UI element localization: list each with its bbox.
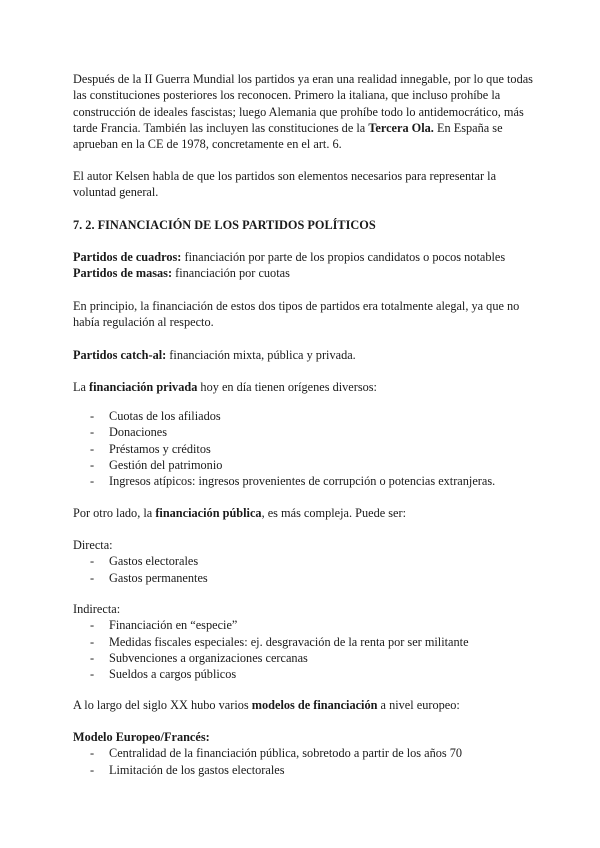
bold-label: Partidos de masas:: [73, 266, 173, 281]
partidos-masas-line: Partidos de masas: financiación por cuotas: [73, 266, 290, 281]
directa-section: [73, 537, 533, 586]
list-item: - Sueldos a cargos públicos: [73, 666, 533, 682]
paragraph-modelos: A lo largo del siglo XX hubo varios modelos de financiación a nivel europeo:: [73, 698, 460, 712]
paragraph-financiacion-privada: La financiación privada hoy en día tienen orígenes diversos:: [73, 380, 377, 394]
list-item: - Gastos permanentes: [73, 570, 533, 586]
indirecta-section: [73, 601, 533, 682]
paragraph-posguerra: [73, 71, 533, 152]
list-item: - Centralidad de la financiación pública, sobretodo a partir de los años 70: [73, 745, 533, 761]
list-item: - Limitación de los gastos electorales: [73, 762, 533, 778]
paragraph-kelsen: El autor Kelsen habla de que los partidos son elementos necesarios para representar la voluntad general.: [73, 169, 497, 200]
modelo-europeo-heading: Modelo Europeo/Francés:: [73, 730, 210, 744]
paragraph-text: En España se aprueban en la CE de 1978, concretamente en el art. 6.: [73, 120, 503, 152]
bold-term: modelos de financiación: [251, 698, 378, 712]
paragraph-principio: En principio, la financiación de estos dos tipos de partidos era totalmente alegal, ya que no había regulación al respecto.: [73, 299, 520, 330]
list-item: - Préstamos y créditos: [73, 441, 533, 457]
list-financiacion-privada: [73, 408, 533, 489]
list-item: - Cuotas de los afiliados: [73, 408, 533, 424]
list-item: - Financiación en “especie”: [73, 617, 533, 633]
indirecta-label: Indirecta:: [73, 602, 121, 616]
paragraph-catch-all: Partidos catch-al: financiación mixta, pública y privada.: [73, 348, 356, 362]
list-item: - Gastos electorales: [73, 553, 533, 569]
directa-label: Directa:: [73, 538, 113, 552]
paragraph-partidos-tipos: [73, 249, 533, 282]
list-item: - Medidas fiscales especiales: ej. desgravación de la renta por ser militante: [73, 634, 533, 650]
modelo-europeo-section: [73, 729, 533, 778]
paragraph-financiacion-publica: Por otro lado, la financiación pública, es más compleja. Puede ser:: [73, 506, 407, 520]
bold-term: financiación pública: [155, 506, 262, 520]
partidos-cuadros-line: Partidos de cuadros: financiación por parte de los propios candidatos o pocos notables: [73, 250, 506, 264]
paragraph-text: Después de la II Guerra Mundial los partidos ya eran una realidad innegable, por lo que todas las constituciones posteriores los reconocen. Primero la italiana, que incluso prohíbe la construcción de ideales fascistas; luego Alemania que prohíbe todo lo antidemocrático, más tarde Francia. También las incluyen las constituciones de la: [73, 72, 533, 135]
list-item: - Gestión del patrimonio: [73, 457, 533, 473]
bold-label: Partidos de cuadros:: [73, 250, 182, 264]
list-item: - Donaciones: [73, 424, 533, 440]
bold-term-tercera-ola: Tercera Ola.: [368, 120, 434, 135]
bold-term: financiación privada: [89, 380, 198, 394]
section-heading: 7. 2. FINANCIACIÓN DE LOS PARTIDOS POLÍTICOS: [73, 218, 376, 232]
list-item: - Subvenciones a organizaciones cercanas: [73, 650, 533, 666]
bold-label: Partidos catch-al:: [73, 348, 167, 362]
list-item: - Ingresos atípicos: ingresos provenientes de corrupción o potencias extranjeras.: [73, 473, 533, 489]
